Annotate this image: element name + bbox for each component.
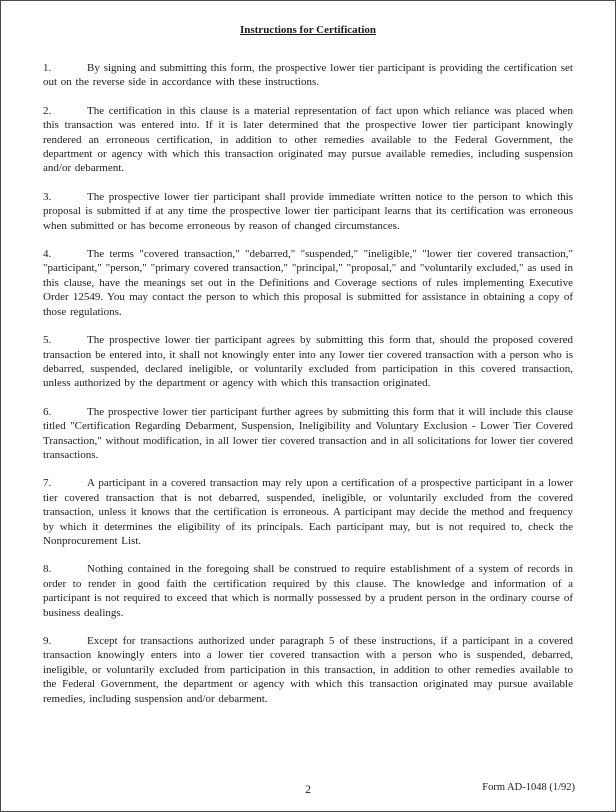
paragraph-text: The prospective lower tier participant agrees by submitting this form that, should the proposed covered transaction be entered into, it shall not knowingly enter into any lower tier covered transaction with a person who is debarred, suspended, declared ineligible, or voluntarily excluded from participation in this covered transaction, unless authorized by the department or agency with which this transaction originated.: [43, 334, 573, 390]
instruction-paragraph-8: [43, 562, 573, 620]
paragraph-text: Nothing contained in the foregoing shall be construed to require establishment of a system of records in order to render in good faith the certification required by this clause. The knowledge and information of a participant is not required to exceed that which is normally possessed by a prudent person in the ordinary course of business dealings.: [43, 563, 573, 619]
paragraph-number: 1.: [43, 62, 52, 74]
paragraph-text: The prospective lower tier participant further agrees by submitting this form that it will include this clause titled "Certification Regarding Debarment, Suspension, Ineligibility and Voluntary Exclusion - Lower Tier Covered Transaction," without modification, in all lower tier covered transaction and in all solicitations for lower tier covered transactions.: [43, 405, 573, 461]
paragraph-text: The certification in this clause is a material representation of fact upon which reliance was placed when this transaction was entered into. If it is later determined that the prospective lower tier participant knowingly rendered an erroneous certification, in addition to other remedies available to the Federal Government, the department or agency with which this transaction originated may pursue available remedies, including suspension and/or debarment.: [43, 104, 573, 175]
paragraph-number: 2.: [43, 104, 52, 117]
instruction-paragraph-4: [43, 247, 573, 319]
paragraph-number: 3.: [43, 190, 52, 203]
instruction-paragraph-3: [43, 190, 573, 233]
instruction-paragraph-7: [43, 476, 573, 548]
footer-form-id: Form AD-1048 (1/92): [482, 782, 575, 793]
paragraph-number: 7.: [43, 477, 52, 490]
footer-page-number: 2: [305, 782, 311, 796]
instruction-paragraph-2: [43, 104, 573, 176]
instruction-paragraph-9: [43, 634, 573, 706]
paragraph-number: 4.: [43, 248, 52, 261]
paragraph-number: 9.: [43, 635, 52, 647]
paragraph-number: 6.: [43, 405, 52, 418]
paragraph-text: By signing and submitting this form, the prospective lower tier participant is providing the certification set out on the reverse side in accordance with these instructions.: [43, 62, 573, 89]
instruction-paragraph-1: [43, 61, 573, 90]
instruction-paragraph-5: [43, 333, 573, 391]
instruction-paragraph-6: [43, 405, 573, 463]
paragraph-text: The terms "covered transaction," "debarred," "suspended," "ineligible," "lower tier covered transaction," "participant," "person," "primary covered transaction," "principal," "proposal," and "voluntarily excluded," as used in this clause, have the meanings set out in the Definitions and Coverage sections of rules implementing Executive Order 12549. You may contact the person to which this proposal is submitted for assistance in obtaining a copy of those regulations.: [43, 248, 573, 318]
paragraph-text: A participant in a covered transaction may rely upon a certification of a prospective participant in a lower tier covered transaction that is not debarred, suspended, ineligible, or voluntarily excluded from the covered transaction, unless it knows that the certification is erroneous. A participant may decide the method and frequency by which it determines the eligibility of its principals. Each participant may, but is not required to, check the Nonprocurement List.: [43, 477, 573, 547]
paragraph-number: 8.: [43, 563, 52, 576]
paragraph-number: 5.: [43, 334, 52, 347]
paragraph-text: The prospective lower tier participant shall provide immediate written notice to the person to which this proposal is submitted if at any time the prospective lower tier participant learns that its certification was erroneous when submitted or has become erroneous by reason of changed circumstances.: [43, 190, 573, 232]
page-title: Instructions for Certification: [239, 24, 377, 36]
paragraph-text: Except for transactions authorized under paragraph 5 of these instructions, if a participant in a covered transaction knowingly enters into a lower tier covered transaction with a person who is suspended, debarred, ineligible, or voluntarily excluded from participation in this transaction, in addition to other remedies available to the Federal Government, the department or agency with which this transaction originated may pursue available remedies, including suspension and/or debarment.: [43, 635, 573, 705]
